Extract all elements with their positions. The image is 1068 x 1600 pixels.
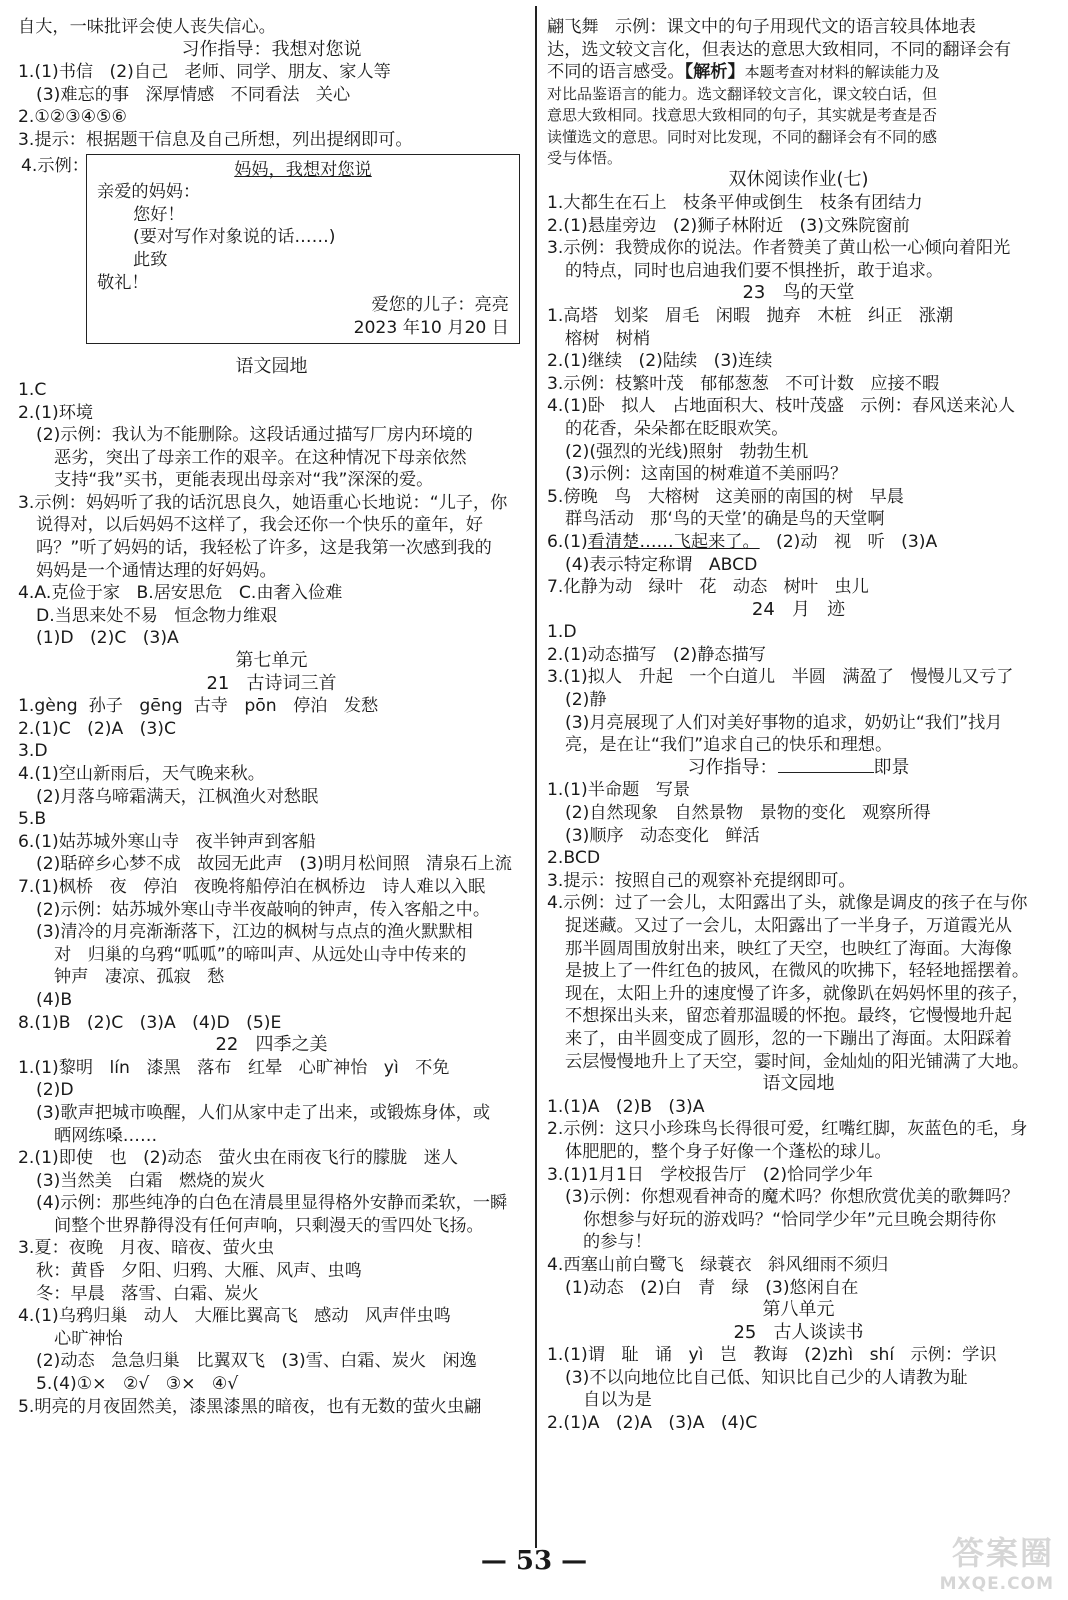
text-line: 2.(1)悬崖旁边 (2)狮子林附近 (3)文殊院窗前 <box>547 215 910 236</box>
text-line: 5.B <box>18 809 47 830</box>
text-line: 群鸟活动 那‘鸟的天堂’的确是鸟的天堂啊 <box>565 509 885 530</box>
right-column <box>547 16 1050 1435</box>
watermark-url: MXQE.COM <box>939 1574 1054 1594</box>
text-line: 4.(1)空山新雨后，天气晚来秋。 <box>18 764 265 784</box>
column-divider <box>535 6 537 1548</box>
example-label: 4.示例： <box>21 155 89 176</box>
text-line: 3.提示：按照自己的观察补充提纲即可。 <box>547 870 856 891</box>
text-line: 4.西塞山前白鹭飞 绿蓑衣 斜风细雨不须归 <box>547 1254 889 1275</box>
text-line: (2)D <box>36 1080 74 1101</box>
text-line: 4.(1)卧 拟人 占地面积大、枝叶茂盛 示例：春风送来沁人 <box>547 396 1016 417</box>
text-line-part: 不同的语言感受。 <box>547 62 685 83</box>
text-line-part: 6.(1) <box>547 531 588 552</box>
letter-regards: 敬礼！ <box>97 272 149 293</box>
letter-body: (要对写作对象说的话……) <box>133 227 336 248</box>
text-line: 2.(1)继续 (2)陆续 (3)连续 <box>547 351 773 372</box>
text-line: (2)静 <box>565 690 607 711</box>
text-line: 间整个世界静得没有任何声响，只剩漫天的雪四处飞扬。 <box>54 1215 484 1236</box>
text-line: 心旷神怡 <box>54 1328 123 1349</box>
blank-underline <box>778 758 874 773</box>
text-line: 1.(1)A (2)B (3)A <box>547 1096 705 1117</box>
analysis-text: 对比品鉴语言的能力。选文翻译较文言化，课文较白话，但 <box>547 84 938 103</box>
text-line: (2)示例：我认为不能删除。这段话通过描写厂房内环境的 <box>36 425 473 446</box>
text-line: 2.①②③④⑤⑥ <box>18 107 127 128</box>
text-line: 1.高塔 划桨 眉毛 闲暇 抛弃 木桩 纠正 涨潮 <box>547 305 954 326</box>
text-line: 自大，一味批评会使人丧失信心。 <box>18 17 276 37</box>
text-line: 7.化静为动 绿叶 花 动态 树叶 虫儿 <box>547 577 869 598</box>
text-line: 云层慢慢地升上了天空，霎时间，金灿灿的阳光铺满了大地。 <box>565 1051 1030 1072</box>
lesson-heading: 23 鸟的天堂 <box>742 282 855 304</box>
text-line: 说得对，以后妈妈不这样了，我会还你一个快乐的童年，好 <box>36 515 483 536</box>
text-line: (4)B <box>36 989 73 1010</box>
text-line: 1.D <box>547 622 577 643</box>
text-line: 是披上了一件红色的披风，在微风的吹拂下，轻轻地摇摆着。 <box>565 961 1030 982</box>
heading-part: 即景 <box>873 756 910 778</box>
text-line: 5.傍晚 鸟 大榕树 这美丽的南国的树 早晨 <box>547 486 904 507</box>
text-line: 3.夏：夜晚 月夜、暗夜、萤火虫 <box>18 1238 275 1259</box>
text-line: (3)示例：这南国的树难道不美丽吗？ <box>565 464 848 485</box>
text-line: 达，选文较文言化，但表达的意思大致相同，不同的翻译会有 <box>547 39 1012 60</box>
left-column <box>18 16 525 1418</box>
text-line: (2)自然现象 自然景物 景物的变化 观察所得 <box>565 803 931 824</box>
text-line: 2.(1)环境 <box>18 402 94 423</box>
text-line: D.当思来处不易 恒念物力维艰 <box>36 605 278 626</box>
analysis-text: 本题考查对材料的解读能力及 <box>744 63 940 82</box>
text-line: (4)示例：那些纯净的白色在清晨里显得格外安静而柔软，一瞬 <box>36 1193 508 1214</box>
text-line: (1)动态 (2)白 青 绿 (3)悠闲自在 <box>565 1277 859 1298</box>
text-line: 4.(1)乌鸦归巢 动人 大雁比翼高飞 感动 风声伴虫鸣 <box>18 1306 451 1327</box>
section-heading <box>547 757 1050 780</box>
letter-closing: 此致 <box>133 249 168 270</box>
text-line: (2)聒碎乡心梦不成 故园无此声 (3)明月松间照 清泉石上流 <box>36 854 512 875</box>
text-line: 冬：早晨 落雪、白霜、炭火 <box>36 1283 259 1304</box>
text-line: 秋：黄昏 夕阳、归鸦、大雁、风声、虫鸣 <box>36 1261 362 1282</box>
text-line: 8.(1)B (2)C (3)A (4)D (5)E <box>18 1012 282 1033</box>
text-line: (2)月落乌啼霜满天，江枫渔火对愁眠 <box>36 786 319 807</box>
text-line: 1.大都生在石上 枝条平伸或倒生 枝条有团结力 <box>547 193 923 213</box>
text-line: (3)不以向地位比自己低、知识比自己少的人请教为耻 <box>565 1367 968 1388</box>
text-line: (2)动态 急急归巢 比翼双飞 (3)雪、白霜、炭火 闲逸 <box>36 1351 477 1372</box>
text-line: 妈妈是一个通情达理的好妈妈。 <box>36 560 277 581</box>
watermark-logo: 答案圈 <box>951 1534 1054 1572</box>
text-line: 自以为是 <box>583 1390 652 1411</box>
text-line: 3.(1)1月1日 学校报告厅 (2)恰同学少年 <box>547 1164 873 1185</box>
text-line: 对 归巢的乌鸦“呱呱”的啼叫声、从远处山寺中传来的 <box>54 944 467 965</box>
text-line: (3)当然美 白霜 燃烧的炭火 <box>36 1170 266 1191</box>
text-line: 榕树 树梢 <box>565 328 651 349</box>
text-line: 5.明亮的月夜固然美，漆黑漆黑的暗夜，也有无数的萤火虫翩 <box>18 1396 482 1417</box>
analysis-text: 意思大致相同。找意思大致相同的句子，其实就是考查是否 <box>547 106 938 125</box>
unit-heading: 第七单元 <box>235 650 308 672</box>
text-line: (3)清冷的月亮渐渐落下，江边的枫树与点点的渔火默默相 <box>36 922 473 943</box>
text-line: 3.示例：枝繁叶茂 郁郁葱葱 不可计数 应接不暇 <box>547 373 940 394</box>
text-line: 2.(1)动态描写 (2)静态描写 <box>547 644 766 665</box>
text-line: (2)示例：姑苏城外寒山寺半夜敲响的钟声，传入客船之中。 <box>36 899 491 920</box>
text-line: 1.(1)书信 (2)自己 老师、同学、朋友、家人等 <box>18 62 391 83</box>
text-line: 支持“我”买书，更能表现出母亲对“我”深深的爱。 <box>54 470 434 491</box>
analysis-text: 受与体悟。 <box>547 149 623 167</box>
text-line <box>547 61 1050 84</box>
letter-date: 2023 年10 月20 日 <box>353 317 509 338</box>
letter-signature: 爱您的儿子：亮亮 <box>371 295 509 316</box>
text-line: 来了，由半圆变成了圆形，忽的一下蹦出了海面。太阳踩着 <box>565 1028 1012 1049</box>
text-line: 的特点，同时也启迪我们要不惧挫折，敢于追求。 <box>565 260 944 281</box>
text-line: 2.(1)A (2)A (3)A (4)C <box>547 1413 758 1434</box>
lesson-heading: 24 月 迹 <box>751 598 846 620</box>
text-line <box>547 531 1050 554</box>
text-line: (3)歌声把城市唤醒，人们从家中走了出来，或锻炼身体，或 <box>36 1102 491 1123</box>
unit-heading: 第八单元 <box>762 1299 835 1321</box>
text-line: 1.gèng 孙子 gēng 古寺 pōn 停泊 发愁 <box>18 696 379 717</box>
text-line: 那半圆周围放射出来，映红了天空，也映红了海面。大海像 <box>565 938 1012 959</box>
text-line: 1.C <box>18 379 47 400</box>
section-heading: 习作指导：我想对您说 <box>181 38 362 60</box>
text-line: 1.(1)谓 耻 诵 yì 岂 教诲 (2)zhì shí 示例：学识 <box>547 1345 997 1366</box>
text-line: 3.提示：根据题干信息及自己所想，列出提纲即可。 <box>18 129 413 150</box>
section-heading: 语文园地 <box>762 1073 835 1095</box>
text-line: (3)月亮展现了人们对美好事物的追求，奶奶让“我们”找月 <box>565 712 1003 733</box>
text-line: (3)顺序 动态变化 鲜活 <box>565 825 760 846</box>
text-line: 吗？”听了妈妈的话，我轻松了许多，这是我第一次感到我的 <box>36 538 492 559</box>
page-number: — 53 — <box>480 1546 588 1576</box>
text-line: 2.(1)即使 也 (2)动态 萤火虫在雨夜飞行的朦胧 迷人 <box>18 1148 459 1169</box>
text-line: (1)D (2)C (3)A <box>36 628 179 649</box>
section-heading: 双休阅读作业(七) <box>728 169 869 191</box>
text-line: 亮，是在让“我们”追求自己的快乐和理想。 <box>565 735 893 756</box>
text-line: 翩飞舞 示例：课文中的句子用现代文的语言较具体地表 <box>547 17 976 37</box>
text-line: (3)难忘的事 深厚情感 不同看法 关心 <box>36 84 351 105</box>
lesson-heading: 21 古诗词三首 <box>206 672 337 694</box>
letter-salutation: 亲爱的妈妈： <box>97 182 201 203</box>
underlined-answer: 看清楚……飞起来了。 <box>587 531 760 552</box>
text-line: 现在，太阳上升的速度慢了许多，就像趴在妈妈怀里的孩子， <box>565 983 1030 1004</box>
text-line: 3.D <box>18 741 48 762</box>
text-line: 恶劣，突出了母亲工作的艰辛。在这种情况下母亲依然 <box>54 447 467 468</box>
letter-title-text: 妈妈，我想对您说 <box>234 159 372 180</box>
text-line: 1.(1)半命题 写景 <box>547 780 691 801</box>
analysis-text: 读懂选文的意思。同时对比发现，不同的翻译会有不同的感 <box>547 127 938 146</box>
text-line: 3.(1)拟人 升起 一个白道儿 半圆 满盈了 慢慢儿又亏了 <box>547 667 1014 688</box>
section-heading: 语文园地 <box>235 356 308 378</box>
text-line: 2.示例：这只小珍珠鸟长得很可爱，红嘴红脚，灰蓝色的毛，身 <box>547 1119 1028 1140</box>
letter-title <box>97 159 509 182</box>
text-line: 2.(1)C (2)A (3)C <box>18 718 176 739</box>
lesson-heading: 22 四季之美 <box>215 1034 328 1056</box>
text-line: 2.BCD <box>547 848 601 869</box>
text-line: 5.(4)①× ②√ ③× ④√ <box>36 1374 239 1395</box>
text-line: 3.示例：妈妈听了我的话沉思良久，她语重心长地说：“儿子，你 <box>18 492 508 513</box>
analysis-tag: 【解析】 <box>684 62 745 83</box>
text-line: 捉迷藏。又过了一会儿，太阳露出了一半身子，万道霞光从 <box>565 916 1012 936</box>
text-line: 钟声 凄凉、孤寂 愁 <box>54 967 225 988</box>
text-line: 3.示例：我赞成你的说法。作者赞美了黄山松一心倾向着阳光 <box>547 238 1011 259</box>
text-line: (2)(强烈的光线)照射 勃勃生机 <box>565 441 809 462</box>
text-line: 晒网练嗓…… <box>54 1125 158 1146</box>
text-line: 你想参与好玩的游戏吗？“恰同学少年”元旦晚会期待你 <box>583 1209 997 1230</box>
text-line: 体肥肥的，整个身子好像一个蓬松的球儿。 <box>565 1141 892 1162</box>
letter-greeting: 您好！ <box>133 204 185 225</box>
text-line: 不想探出头来，留恋着那温暖的怀抱。最终，它慢慢地升起 <box>565 1006 1012 1027</box>
text-line: 4.A.克俭于家 B.居安思危 C.由奢入俭难 <box>18 583 343 604</box>
watermark <box>940 1528 1054 1594</box>
text-line-part: (2)动 视 听 (3)A <box>759 531 938 552</box>
text-line: 6.(1)姑苏城外寒山寺 夜半钟声到客船 <box>18 831 316 852</box>
text-line: 4.示例：过了一会儿，太阳露出了头，就像是调皮的孩子在与你 <box>547 893 1028 914</box>
text-line: (4)表示特定称谓 ABCD <box>565 554 758 575</box>
letter-example-box <box>21 154 520 345</box>
text-line: 的花香，朵朵都在眨眼欢笑。 <box>565 418 789 439</box>
heading-part: 习作指导： <box>687 756 778 778</box>
lesson-heading: 25 古人谈读书 <box>733 1321 864 1343</box>
text-line: 1.(1)黎明 lín 漆黑 落布 红晕 心旷神怡 yì 不免 <box>18 1057 450 1078</box>
text-line: 7.(1)枫桥 夜 停泊 夜晚将船停泊在枫桥边 诗人难以入眠 <box>18 876 486 897</box>
text-line: (3)示例：你想观看神奇的魔术吗？你想欣赏优美的歌舞吗？ <box>565 1187 1020 1208</box>
text-line: 的参与！ <box>583 1232 652 1253</box>
